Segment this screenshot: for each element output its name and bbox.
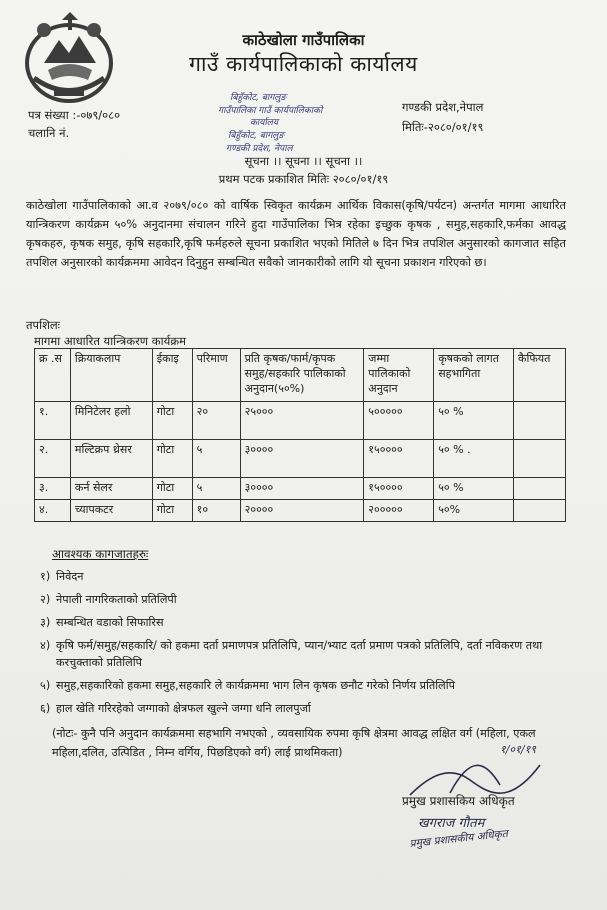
cell-total-grant: १५०००० xyxy=(364,440,434,478)
col-farmer-share: कृषकको लागत सहभागिता xyxy=(434,349,514,402)
cell-farmer-share: ५०% xyxy=(434,500,514,522)
table-row xyxy=(35,478,566,500)
cell-sn: २. xyxy=(35,440,71,478)
cell-farmer-share: ५० % . xyxy=(434,440,514,478)
list-item xyxy=(40,677,560,694)
cell-activity: मिनिटेलर हलो xyxy=(70,402,152,440)
cell-sn: ३. xyxy=(35,478,71,500)
list-item xyxy=(40,700,560,717)
item-number: ३) xyxy=(40,616,51,629)
cell-quantity: ५ xyxy=(192,440,240,478)
province-label: गण्डकी प्रदेश,नेपाल xyxy=(402,100,484,114)
col-total-grant: जम्मा पालिकाको अनुदान xyxy=(364,349,434,402)
cell-sn: ४. xyxy=(35,500,71,522)
stamp-line-5: गण्डकी प्रदेश, नेपाल xyxy=(226,144,293,154)
handwritten-signature xyxy=(390,735,590,905)
documents-title: आवश्यक कागजातहरुः xyxy=(52,547,149,561)
note-text: (नोटः- कुनै पनि अनुदान कार्यक्रममा सहभागि नभएको , व्यवसायिक रुपमा कृषि क्षेत्रमा आवद्ध लक्षित वर्ग (महिला, एकल महिला,दलित, उत्पिडित , निम्न वर्गिय, पिछडिएको वर्ग) लाई प्राथमिकता) xyxy=(52,727,536,759)
list-item xyxy=(40,637,560,671)
cell-grant-per-unit: २०००० xyxy=(240,500,364,522)
item-text: नेपाली नागरिकताको प्रतिलिपी xyxy=(56,593,177,606)
cell-activity: च्यापकटर xyxy=(70,500,152,522)
item-text: कृषि फर्म/समुह/सहकारि/ को हकमा दर्ता प्रमाणपत्र प्रतिलिपि, प्यान/भ्याट दर्ता प्रमाण पत्रको प्रतिलिपि, दर्ता नविकरण तथा करचुक्ताको प्रतिलिपि xyxy=(56,639,543,669)
cell-farmer-share: ५० % xyxy=(434,478,514,500)
cell-unit: गोटा xyxy=(152,402,192,440)
table-header-row xyxy=(35,349,566,402)
dispatch-number: चलानि नं. xyxy=(28,126,70,140)
item-text: सम्बन्धित वडाको सिफारिस xyxy=(56,616,164,629)
cell-total-grant: ५००००० xyxy=(364,402,434,440)
list-item xyxy=(40,614,560,631)
cell-grant-per-unit: ३०००० xyxy=(240,478,364,500)
signature-date: १/०१/१९ xyxy=(500,743,537,756)
col-sn: क्र .स xyxy=(35,349,71,402)
cell-quantity: ५ xyxy=(192,478,240,500)
list-item xyxy=(40,591,560,608)
cell-remarks xyxy=(514,478,566,500)
published-date: प्रथम पटक प्रकाशित मितिः २०८०/०१/१९ xyxy=(218,172,389,186)
item-text: समुह,सहकारिको हकमा समुह,सहकारि ले कार्यक्रममा भाग लिन कृषक छनौट गरेको निर्णय प्रतिलिपि xyxy=(56,679,456,692)
cell-grant-per-unit: २५००० xyxy=(240,402,364,440)
signatory-designation: प्रमुख प्रशासकीय अधिकृत xyxy=(409,827,509,850)
cell-quantity: २० xyxy=(192,402,240,440)
list-item xyxy=(40,568,560,585)
col-quantity: परिमाण xyxy=(192,349,240,402)
cell-farmer-share: ५० % xyxy=(434,402,514,440)
cell-unit: गोटा xyxy=(152,500,192,522)
col-activity: क्रियाकलाप xyxy=(70,349,152,402)
col-remarks: कैफियत xyxy=(514,349,566,402)
cell-remarks xyxy=(514,402,566,440)
cell-activity: कर्न सेलर xyxy=(70,478,152,500)
item-text: निवेदन xyxy=(56,570,84,583)
cell-quantity: १० xyxy=(192,500,240,522)
stamp-line-4: बिहुँकोट, बागलुङ xyxy=(228,131,285,141)
col-grant-per-unit: प्रति कृषक/फार्म/कृपक समुह/सहकारि पालिकाको अनुदान(५०%) xyxy=(240,349,364,402)
office-stamp xyxy=(210,88,340,156)
table-row xyxy=(35,440,566,478)
cell-grant-per-unit: ३०००० xyxy=(240,440,364,478)
issue-date: मितिः-२०८०/०१/१९ xyxy=(402,120,484,134)
cell-total-grant: १५०००० xyxy=(364,478,434,500)
table-caption: मागमा आधारित यान्त्रिकरण कार्यक्रम xyxy=(34,334,186,348)
item-number: २) xyxy=(40,593,51,606)
item-number: ५) xyxy=(40,679,51,692)
programme-table xyxy=(34,348,566,522)
item-number: ६) xyxy=(40,702,51,715)
cell-remarks xyxy=(514,500,566,522)
notice-heading: सूचना ।। सूचना ।। सूचना ।। xyxy=(244,154,363,168)
documents-list xyxy=(40,568,560,723)
table-row xyxy=(35,402,566,440)
signatory-title: प्रमुख प्रशासकिय अधिकृत xyxy=(402,794,515,808)
cell-activity: मल्टिक्रप थ्रेसर xyxy=(70,440,152,478)
cell-remarks xyxy=(514,440,566,478)
stamp-line-2: गाउँपालिका गाउँ कार्यपालिकाको xyxy=(218,106,323,116)
cell-unit: गोटा xyxy=(152,440,192,478)
tapsil-label: तपशिलः xyxy=(26,318,61,332)
office-name: काठेखोला गाउँपालिका xyxy=(242,31,365,49)
office-title: गाउँ कार्यपालिकाको कार्यालय xyxy=(189,52,418,76)
item-number: ४) xyxy=(40,639,51,652)
cell-sn: १. xyxy=(35,402,71,440)
cell-unit: गोटा xyxy=(152,478,192,500)
item-number: १) xyxy=(40,570,51,583)
reference-number: पत्र संख्या :-०७९/०८० xyxy=(28,108,121,122)
col-unit: ईकाइ xyxy=(152,349,192,402)
notice-body: काठेखोला गाउँपालिकाको आ.व २०७९/०८० को वार्षिक स्विकृत कार्यक्रम आर्थिक विकास(कृषि/पर्यटन) अन्तर्गत मागमा आधारित यान्त्रिकरण कार्यक्रम ५०% अनुदानमा संचालन गरिने हुदा गाउँपालिका भित्र रहेका इच्छुक कृषक , समुह,सहकारि,फर्मका आवद्ध कृषकहरु, कृषक समुह, कृषि सहकारि,कृषि फर्महरुले सूचना प्रकाशित भएको मितिले ७ दिन भित्र तपशिल अनुसारको कागजात सहित तपशिल अनुसारको कार्यक्रममा आवेदन दिनुहुन सम्बन्धित सवैको जानकारीको लागि यो सूचना प्रकाशन गरिएको छ। xyxy=(26,199,566,269)
stamp-line-1: बिहुँकोट, बागलुङ xyxy=(230,93,287,103)
table-row xyxy=(35,500,566,522)
item-text: हाल खेति गरिरहेको जग्गाको क्षेत्रफल खुल्ने जग्गा धनि लालपुर्जा xyxy=(56,702,311,715)
cell-total-grant: २००००० xyxy=(364,500,434,522)
stamp-line-3: कार्यालय xyxy=(250,118,279,128)
signatory-name: खगराज गौतम xyxy=(418,816,485,831)
